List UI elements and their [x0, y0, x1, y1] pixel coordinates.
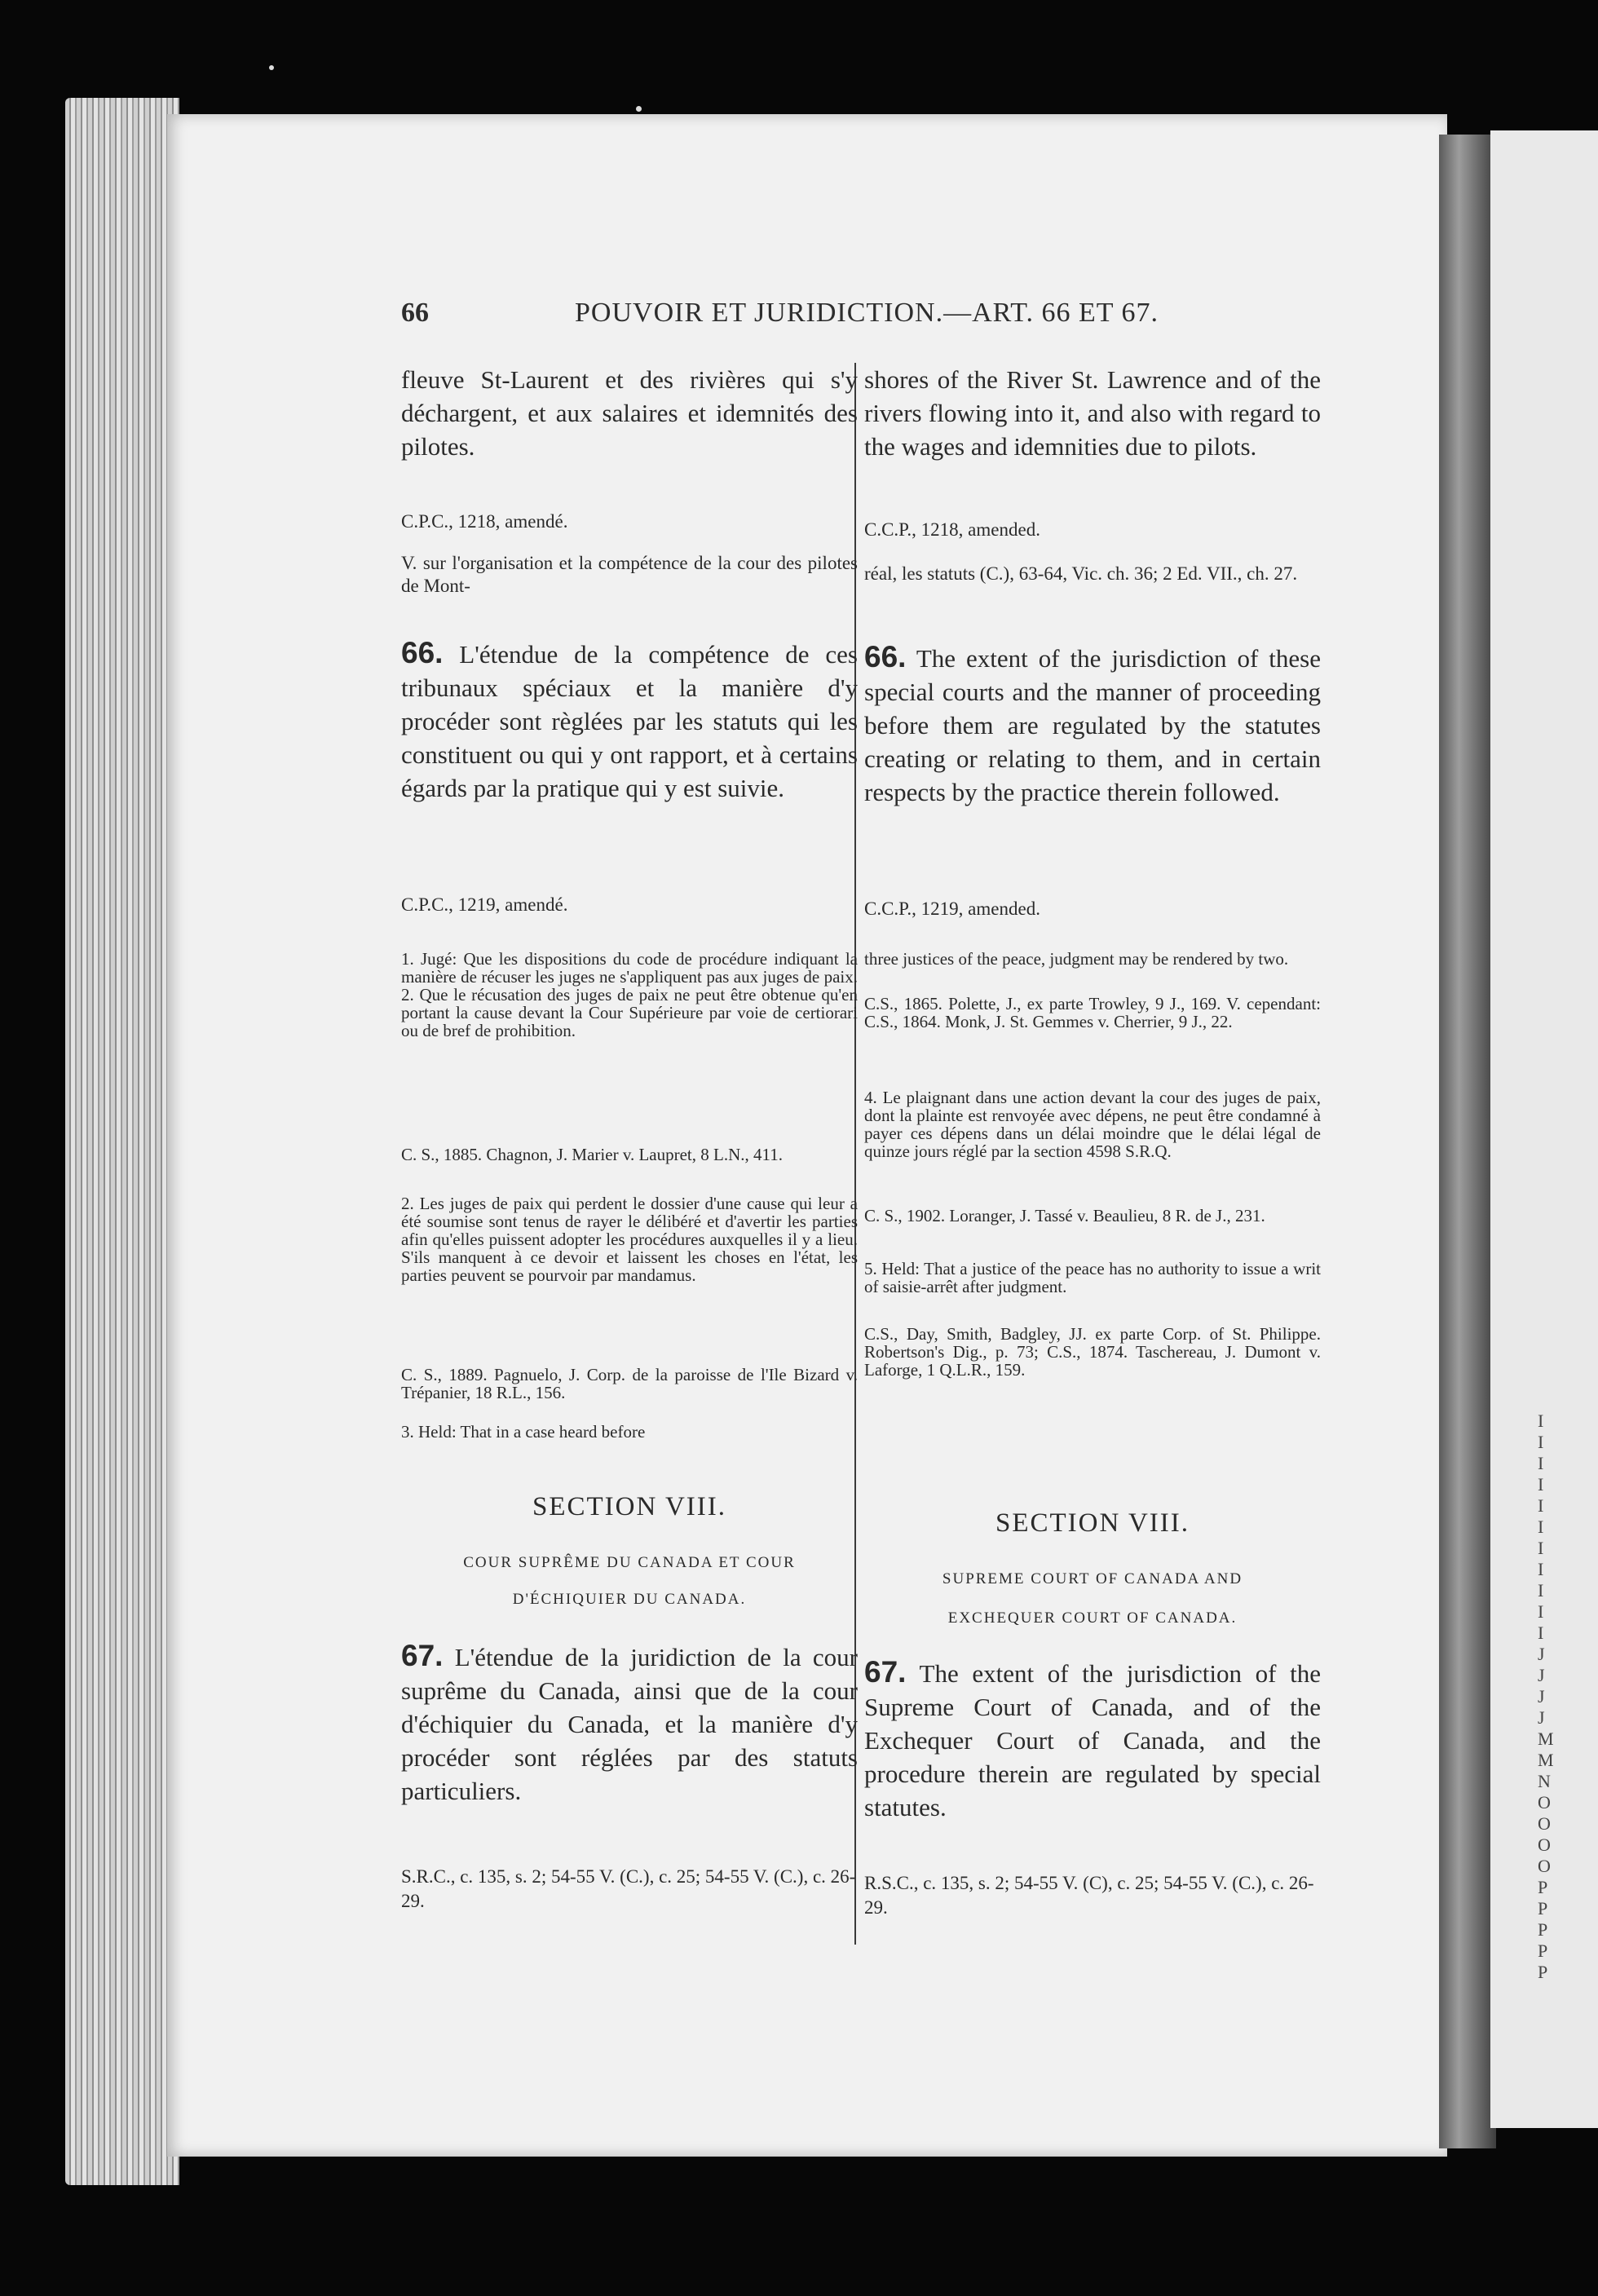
note-3-reference: C.S., 1865. Polette, J., ex parte Trowley, 9 J., 169. V. cependant: C.S., 1864. Monk, J. St. Gemmes v. Cherrier, 9 J., 22. — [864, 994, 1321, 1031]
facing-page-margin-letter: O — [1538, 1835, 1551, 1855]
section-title: SECTION VIII. — [995, 1508, 1190, 1538]
note-1-reference: C. S., 1885. Chagnon, J. Marier v. Laupret, 8 L.N., 411. — [401, 1145, 783, 1164]
article-67-body: The extent of the jurisdiction of the Supreme Court of Canada, and of the Exchequer Court of Canada, and the procedure therein are regulated by special statutes. — [864, 1659, 1321, 1821]
article-66-text — [864, 640, 1321, 809]
article-67-number: 67. — [864, 1655, 907, 1689]
article-67-reference: S.R.C., c. 135, s. 2; 54-55 V. (C.), c. 25; 54-55 V. (C.), c. 26-29. — [401, 1866, 856, 1911]
article-66-reference: C.P.C., 1219, amendé. — [401, 894, 568, 915]
section-title: SECTION VIII. — [532, 1492, 727, 1521]
facing-page-margin-letter: P — [1538, 1962, 1548, 1982]
facing-page-margin-letter: P — [1538, 1877, 1548, 1897]
facing-page-margin-letter: M — [1538, 1729, 1554, 1749]
continued-paragraph: shores of the River St. Lawrence and of the rivers flowing into it, and also with regard to the wages and idemnities due to pilots. — [864, 365, 1321, 461]
section-subtitle-1: COUR SUPRÊME DU CANADA ET COUR — [463, 1554, 796, 1571]
facing-page-margin-letter: I — [1538, 1538, 1544, 1558]
facing-page-margin-letter: I — [1538, 1601, 1544, 1622]
speck — [269, 65, 274, 70]
book-page-edges — [65, 98, 179, 2185]
reference: C.C.P., 1218, amended. — [864, 519, 1040, 540]
running-header — [400, 298, 1280, 338]
facing-page-margin-letter: P — [1538, 1941, 1548, 1961]
continued-paragraph: fleuve St-Laurent et des rivières qui s'y déchargent, et aux salaires et idemnités des pilotes. — [401, 365, 858, 461]
article-67-body: L'étendue de la juridiction de la cour suprême du Canada, ainsi que de la cour d'échiquier du Canada, et la manière d'y procéder sont réglées par des statuts particuliers. — [401, 1643, 858, 1805]
facing-page-margin-letter: P — [1538, 1919, 1548, 1940]
note-3: 3. Held: That in a case heard before — [401, 1422, 646, 1442]
facing-page-margin-letter: J — [1538, 1665, 1545, 1685]
section-subtitle-1: SUPREME COURT OF CANADA AND — [942, 1570, 1243, 1587]
note-2: 2. Les juges de paix qui perdent le dossier d'une cause qui leur a été soumise sont tenus de rayer le délibéré et d'avertir les parties afin qu'elles puissent adopter les procédures auxquelles il y a lieu. S'ils manquent à ce devoir et laissent les choses en l'état, les parties peuvent se pourvoir par mandamus. — [401, 1194, 858, 1285]
facing-page-margin-letter: J — [1538, 1686, 1545, 1707]
facing-page-margin-letter: I — [1538, 1580, 1544, 1601]
facing-page-margin-letter: I — [1538, 1559, 1544, 1579]
section-subtitle-2: EXCHEQUER COURT OF CANADA. — [947, 1609, 1238, 1627]
article-66-body: The extent of the jurisdiction of these special courts and the manner of proceeding before them are regulated by the statutes creating or relating to them, and in certain respects by the practice therein followed. — [864, 644, 1321, 806]
article-67-reference: R.S.C., c. 135, s. 2; 54-55 V. (C), c. 25; 54-55 V. (C.), c. 26-29. — [864, 1873, 1314, 1918]
note-3-continued: three justices of the peace, judgment may be rendered by two. — [864, 949, 1289, 969]
article-66-number: 66. — [401, 636, 444, 669]
facing-page-margin-letter: J — [1538, 1707, 1545, 1728]
facing-page-margin-letter: M — [1538, 1750, 1554, 1770]
note-2-reference: C. S., 1889. Pagnuelo, J. Corp. de la paroisse de l'Ile Bizard v. Trépanier, 18 R.L., 156. — [401, 1365, 858, 1402]
facing-page-margin-letter: P — [1538, 1898, 1548, 1918]
facing-page-margin-letters — [1538, 1411, 1598, 1983]
page-number: 66 — [401, 298, 429, 328]
reference-note: V. sur l'organisation et la compétence de la cour des pilotes de Mont- — [401, 553, 858, 596]
facing-page-margin-letter: O — [1538, 1792, 1551, 1813]
facing-page-margin-letter: N — [1538, 1771, 1551, 1791]
facing-page-margin-letter: O — [1538, 1856, 1551, 1876]
facing-page-margin-letter: O — [1538, 1813, 1551, 1834]
article-66-body: L'étendue de la compétence de ces tribunaux spéciaux et la manière d'y procéder sont règlées par les statuts qui les constituent ou qui y ont rapport, et à certains égards par la pratique qui y est suivie. — [401, 640, 858, 802]
facing-page-margin-letter: I — [1538, 1495, 1544, 1516]
facing-page-margin-letter: J — [1538, 1644, 1545, 1664]
article-66-text — [401, 636, 858, 805]
facing-page-edge — [1490, 130, 1598, 2128]
note-5: 5. Held: That a justice of the peace has no authority to issue a writ of saisie-arrêt after judgment. — [864, 1259, 1321, 1296]
note-4-reference: C. S., 1902. Loranger, J. Tassé v. Beaulieu, 8 R. de J., 231. — [864, 1206, 1265, 1225]
article-67-text — [864, 1655, 1321, 1824]
facing-page-margin-letter: I — [1538, 1453, 1544, 1473]
article-67-text — [401, 1639, 858, 1808]
article-66-reference: C.C.P., 1219, amended. — [864, 899, 1040, 919]
reference: C.P.C., 1218, amendé. — [401, 511, 568, 532]
section-subtitle-2: D'ÉCHIQUIER DU CANADA. — [512, 1591, 747, 1608]
facing-page-margin-letter: I — [1538, 1474, 1544, 1495]
note-5-reference: C.S., Day, Smith, Badgley, JJ. ex parte Corp. of St. Philippe. Robertson's Dig., p. 73; C.S., 1874. Taschereau, J. Dumont v. Laforge, 1 Q.L.R., 159. — [864, 1324, 1321, 1380]
speck — [636, 106, 642, 112]
reference-note: réal, les statuts (C.), 63-64, Vic. ch. 36; 2 Ed. VII., ch. 27. — [864, 563, 1298, 584]
facing-page-margin-letter: I — [1538, 1432, 1544, 1452]
note-4: 4. Le plaignant dans une action devant la cour des juges de paix, dont la plainte est renvoyée avec dépens, ne peut être condamné à payer ces dépens dans un délai moindre que le délai légal de quinze jours réglé par la section 4598 S.R.Q. — [864, 1088, 1321, 1161]
note-1: 1. Jugé: Que les dispositions du code de procédure indiquant la manière de récuser les juges ne s'appliquent pas aux juges de paix. 2. Que le récusation des juges de paix ne peut être obtenue qu'en portant la cause devant la Cour Supérieure par voie de certiorari ou de bref de prohibition. — [401, 949, 858, 1040]
running-header-title: POUVOIR ET JURIDICTION.—ART. 66 ET 67. — [575, 298, 1159, 328]
facing-page-margin-letter: I — [1538, 1411, 1544, 1431]
facing-page-margin-letter: I — [1538, 1517, 1544, 1537]
article-66-number: 66. — [864, 640, 907, 673]
book-gutter — [1439, 135, 1496, 2148]
article-67-number: 67. — [401, 1639, 444, 1672]
facing-page-margin-letter: I — [1538, 1623, 1544, 1643]
